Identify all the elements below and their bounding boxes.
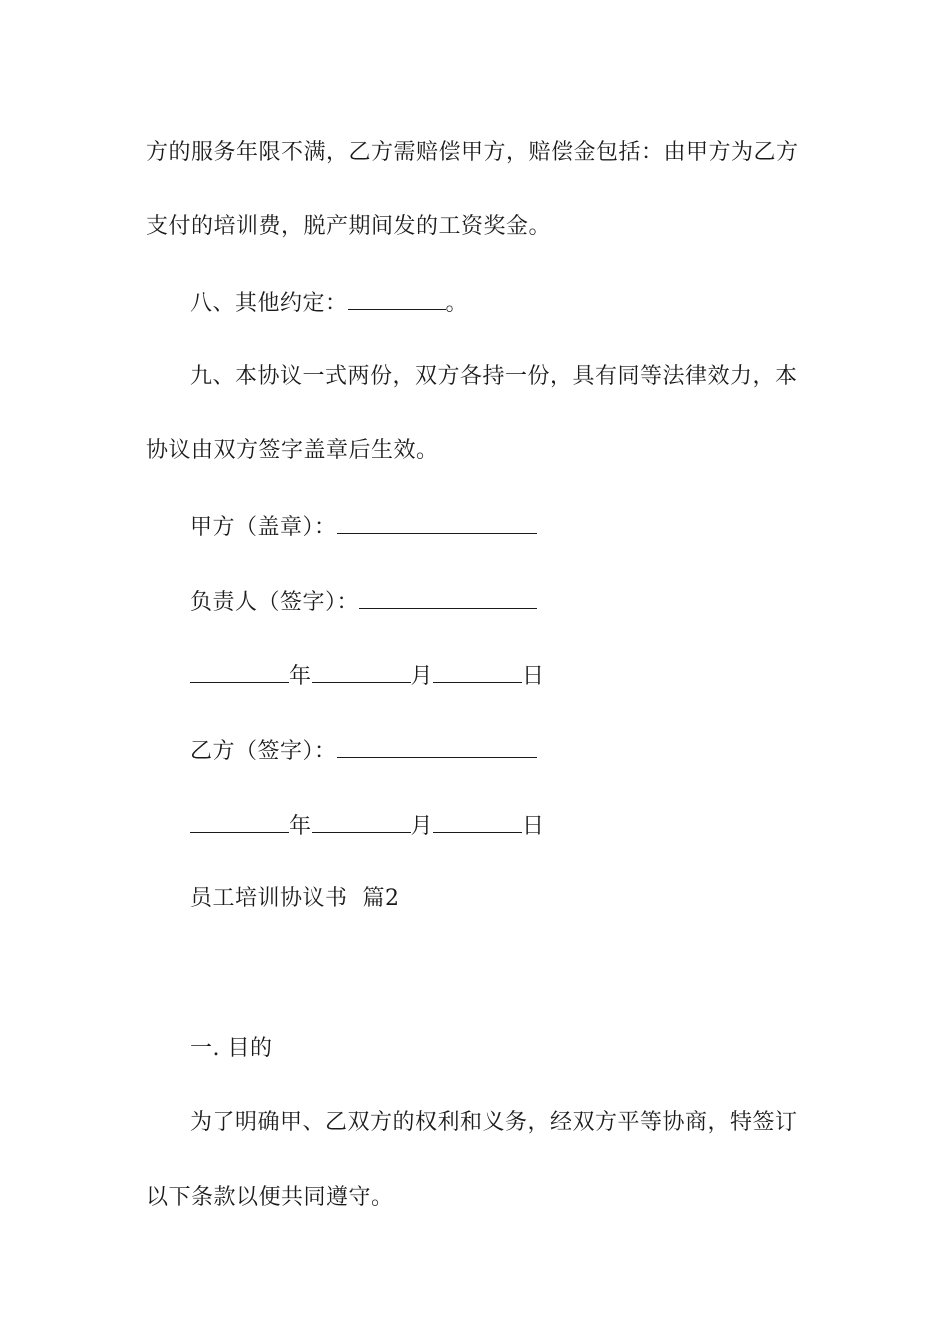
blank-field bbox=[190, 660, 289, 683]
date-line bbox=[190, 810, 545, 842]
section-title: 员工培训协议书 篇2 bbox=[190, 886, 400, 911]
responsible-signature bbox=[190, 586, 537, 618]
blank-field bbox=[433, 810, 522, 833]
paragraph-line: 支付的培训费，脱产期间发的工资奖金。 bbox=[146, 214, 552, 239]
date-month-label: 月 bbox=[410, 664, 434, 689]
party-b-label: 乙方（签字）： bbox=[190, 739, 337, 764]
date-year-label: 年 bbox=[289, 664, 312, 689]
purpose-heading: 一. 目的 bbox=[190, 1036, 273, 1061]
date-day-label: 日 bbox=[522, 664, 545, 689]
blank-field bbox=[312, 810, 411, 833]
blank-field bbox=[337, 511, 537, 534]
blank-field bbox=[348, 287, 446, 310]
date-day-label: 日 bbox=[522, 814, 545, 839]
clause-9-line: 协议由双方签字盖章后生效。 bbox=[146, 438, 439, 463]
clause-9-line: 九、本协议一式两份，双方各持一份，具有同等法律效力，本 bbox=[190, 364, 798, 389]
responsible-label: 负责人（签字）： bbox=[190, 590, 360, 615]
date-month-label: 月 bbox=[410, 814, 434, 839]
clause-8-end: 。 bbox=[445, 291, 469, 316]
purpose-line: 为了明确甲、乙双方的权利和义务，经双方平等协商，特签订 bbox=[190, 1110, 798, 1135]
date-line bbox=[190, 660, 545, 692]
blank-field bbox=[337, 735, 537, 758]
date-year-label: 年 bbox=[289, 814, 312, 839]
blank-field bbox=[190, 810, 289, 833]
clause-8-label: 八、其他约定： bbox=[190, 291, 348, 316]
paragraph-line: 方的服务年限不满，乙方需赔偿甲方，赔偿金包括：由甲方为乙方 bbox=[146, 140, 799, 165]
purpose-line: 以下条款以便共同遵守。 bbox=[146, 1185, 394, 1210]
party-a-label: 甲方（盖章）： bbox=[190, 515, 337, 540]
party-b-signature bbox=[190, 735, 537, 767]
party-a-signature bbox=[190, 511, 537, 543]
clause-8 bbox=[190, 287, 468, 319]
blank-field bbox=[433, 660, 522, 683]
blank-field bbox=[312, 660, 411, 683]
blank-field bbox=[359, 586, 537, 609]
